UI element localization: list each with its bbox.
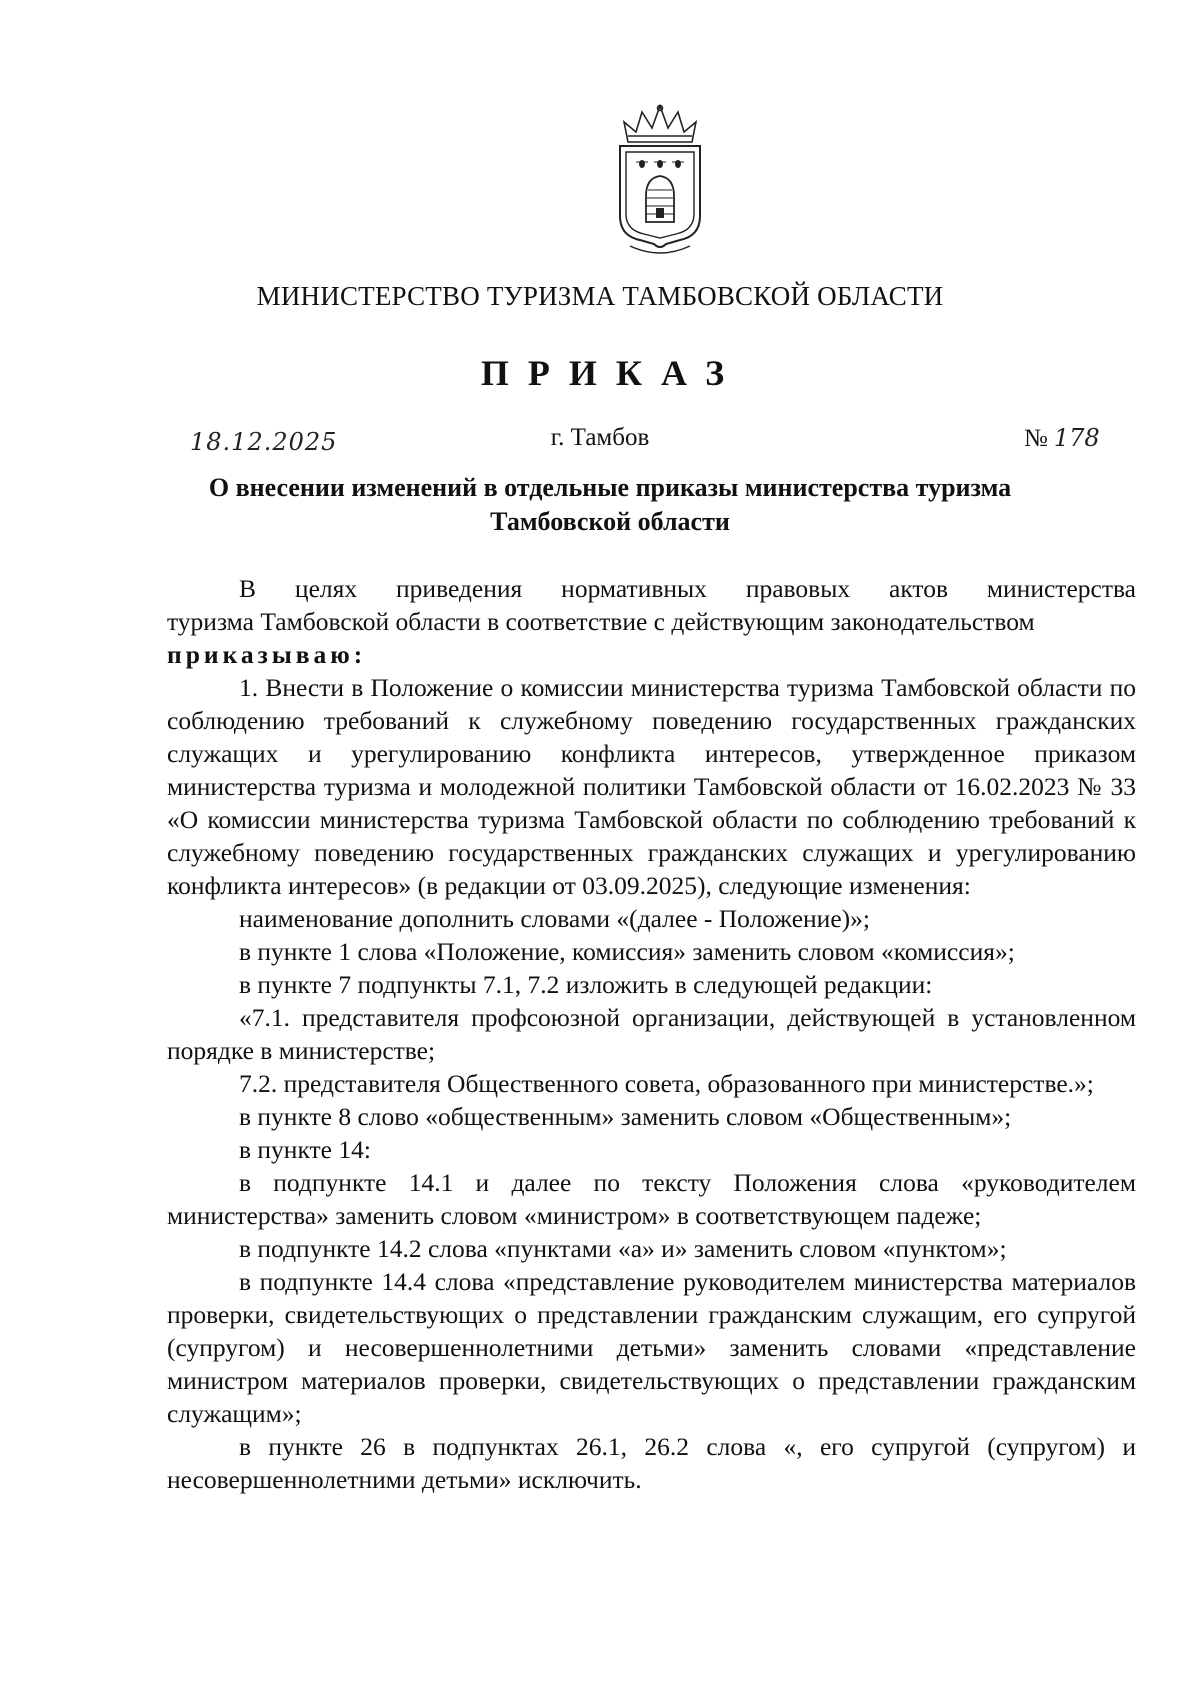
document-type-title: ПРИКАЗ xyxy=(480,353,744,393)
subject-line-2: Тамбовской области xyxy=(490,507,730,536)
order-subject xyxy=(160,471,1060,539)
ministry-name: МИНИСТЕРСТВО ТУРИЗМА ТАМБОВСКОЙ ОБЛАСТИ xyxy=(256,281,944,311)
item-1: 1. Внести в Положение о комиссии министерства туризма Тамбовской области по соблюдению требований к служебному поведению государственных гражданских служащих и урегулированию конфликта интересов, утвержденное приказом министерства туризма и молодежной политики Тамбовской области от 16.02.2023 № 33 «О комиссии министерства туризма Тамбовской области по соблюдению требований к служебному поведению государственных гражданских служащих и урегулированию конфликта интересов» (в редакции от 03.09.2025), следующие изменения: xyxy=(167,673,1136,900)
item-point-26: в пункте 26 в подпунктах 26.1, 26.2 слова «, его супругой (супругом) и несовершеннолетними детьми» исключить. xyxy=(167,1432,1136,1494)
document-body xyxy=(167,572,1136,1496)
number-label: № xyxy=(1024,425,1048,452)
number-value: 178 xyxy=(1053,424,1100,452)
item-subpoint-7-1: «7.1. представителя профсоюзной организации, действующей в установленном порядке в министерстве; xyxy=(167,1003,1136,1065)
item-point-14: в пункте 14: xyxy=(239,1135,371,1164)
item-point-8: в пункте 8 слово «общественным» заменить словом «Общественным»; xyxy=(239,1102,1012,1131)
item-point-1: в пункте 1 слова «Положение, комиссия» заменить словом «комиссия»; xyxy=(239,937,1015,966)
item-point-7: в пункте 7 подпункты 7.1, 7.2 изложить в следующей редакции: xyxy=(239,970,933,999)
preamble-line-1: В целях приведения нормативных правовых актов министерства xyxy=(239,574,1136,603)
order-city: г. Тамбов xyxy=(550,424,650,451)
preamble-line-2: туризма Тамбовской области в соответствие с действующим законодательством xyxy=(167,607,1035,636)
item-name-change: наименование дополнить словами «(далее - Положение)»; xyxy=(239,904,870,933)
order-word: приказываю: xyxy=(167,640,367,669)
item-subpoint-14-4: в подпункте 14.4 слова «представление руководителем министерства материалов проверки, свидетельствующих о представлении гражданским служащим, его супругой (супругом) и несовершеннолетними детьми» заменить словами «представление министром материалов проверки, свидетельствующих о представлении гражданским служащим»; xyxy=(167,1267,1136,1428)
subject-line-1: О внесении изменений в отдельные приказы министерства туризма xyxy=(208,473,1012,502)
order-number xyxy=(1024,424,1100,453)
coat-of-arms-icon xyxy=(610,104,710,256)
item-subpoint-7-2: 7.2. представителя Общественного совета, образованного при министерстве.»; xyxy=(239,1069,1094,1098)
order-date: 18.12.2025 xyxy=(190,428,338,456)
item-subpoint-14-2: в подпункте 14.2 слова «пунктами «а» и» заменить словом «пунктом»; xyxy=(239,1234,1007,1263)
item-subpoint-14-1: в подпункте 14.1 и далее по тексту Положения слова «руководителем министерства» заменить словом «министром» в соответствующем падеже; xyxy=(167,1168,1136,1230)
